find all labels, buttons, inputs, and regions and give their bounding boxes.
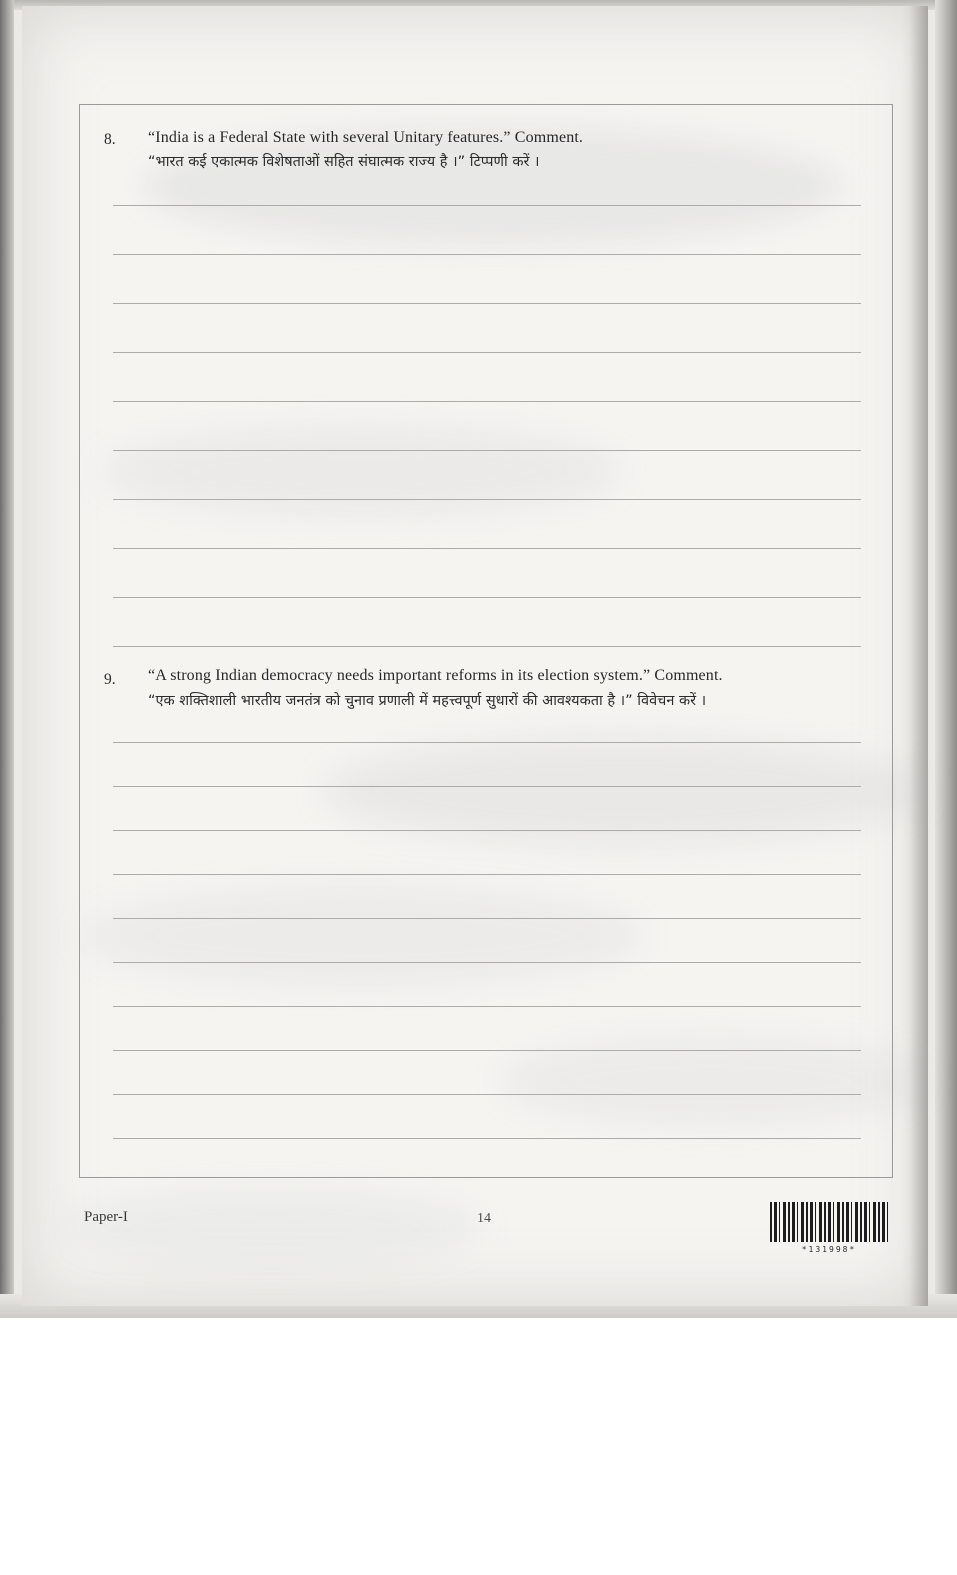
question-number-8: 8. (104, 131, 116, 148)
answer-line[interactable] (113, 1094, 861, 1095)
answer-line[interactable] (113, 450, 861, 451)
paper-sheet (22, 6, 928, 1306)
answer-line[interactable] (113, 1050, 861, 1051)
scan-edge-left (0, 0, 14, 1318)
page-number: 14 (477, 1211, 491, 1226)
answer-line[interactable] (113, 962, 861, 963)
answer-line[interactable] (113, 874, 861, 875)
scan-edge-right (935, 0, 957, 1318)
answer-line[interactable] (113, 646, 861, 647)
answer-line[interactable] (113, 303, 861, 304)
answer-line[interactable] (113, 918, 861, 919)
scan-binding-shadow (902, 6, 928, 1306)
question-text-english-8: “India is a Federal State with several Unitary features.” Comment. (148, 129, 584, 146)
answer-line[interactable] (113, 401, 861, 402)
answer-line[interactable] (113, 830, 861, 831)
answer-line[interactable] (113, 786, 861, 787)
answer-line[interactable] (113, 254, 861, 255)
answer-line[interactable] (113, 597, 861, 598)
question-text-english-9: “A strong Indian democracy needs important reforms in its election system.” Comment. (148, 667, 723, 684)
paper-label: Paper-I (84, 1209, 128, 1225)
answer-line[interactable] (113, 1138, 861, 1139)
question-text-hindi-8: “भारत कई एकात्मक विशेषताओं सहित संघात्मक राज्य है ।” टिप्पणी करें । (148, 154, 540, 170)
answer-line[interactable] (113, 352, 861, 353)
answer-box (79, 104, 893, 1178)
answer-line[interactable] (113, 742, 861, 743)
answer-line[interactable] (113, 1006, 861, 1007)
scan-shadow-6 (62, 1186, 482, 1266)
question-number-9: 9. (104, 671, 116, 688)
question-text-hindi-9: “एक शक्तिशाली भारतीय जनतंत्र को चुनाव प्रणाली में महत्त्वपूर्ण सुधारों की आवश्यकता है ।” विवेचन करें । (148, 693, 707, 709)
answer-line[interactable] (113, 548, 861, 549)
barcode (770, 1202, 888, 1242)
answer-line[interactable] (113, 205, 861, 206)
answer-line[interactable] (113, 499, 861, 500)
barcode-label: *131998* (801, 1245, 857, 1254)
